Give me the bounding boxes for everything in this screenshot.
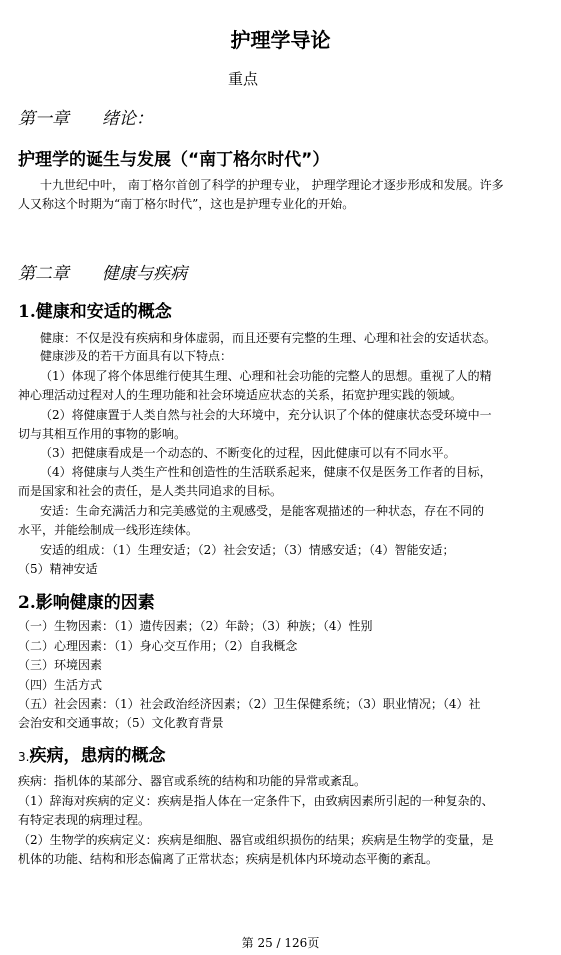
section-1-paragraph: （4）将健康与人类生产性和创造性的生活联系起来，健康不仅是医务工作者的目标， — [40, 465, 492, 479]
section-1-paragraph: 切与其相互作用的事物的影响。 — [18, 427, 187, 441]
section-2-line: （二）心理因素：（1）身心交互作用；（2）自我概念 — [18, 639, 298, 653]
page-number-footer: 第 25 / 126页 — [241, 936, 320, 950]
section-1-paragraph: （2）将健康置于人类自然与社会的大环境中，充分认识了个体的健康状态受环境中一 — [40, 408, 492, 422]
section-1-heading: 1.健康和安适的概念 — [18, 302, 172, 322]
chapter-2-heading — [18, 259, 187, 284]
section-1-paragraph: 而是国家和社会的责任，是人类共同追求的目标。 — [18, 484, 283, 498]
section-1-paragraph: 神心理活动过程对人的生理功能和社会环境适应状态的关系，拓宽护理实践的领域。 — [18, 388, 463, 402]
section-1-paragraph: （1）体现了将个体思维行使其生理、心理和社会功能的完整人的思想。重视了人的精 — [40, 369, 492, 383]
section-1-paragraph: 健康涉及的若干方面具有以下特点： — [40, 349, 233, 363]
section-2-line: （三）环境因素 — [18, 658, 103, 672]
section-1-paragraph: 健康：不仅是没有疾病和身体虚弱，而且还要有完整的生理、心理和社会的安适状态。 — [40, 331, 497, 345]
section-3-heading — [18, 741, 165, 766]
section-3-paragraph: 机体的功能、结构和形态偏离了正常状态；疾病是机体内环境动态平衡的紊乱。 — [18, 852, 439, 866]
section-1-paragraph: 水平，并能绘制成一线形连续体。 — [18, 523, 199, 537]
section-nightingale-heading: 护理学的诞生与发展（“南丁格尔时代”） — [18, 150, 330, 170]
section-3-paragraph: （2）生物学的疾病定义：疾病是细胞、器官或组织损伤的结果；疾病是生物学的变量，是 — [18, 833, 494, 847]
section-1-paragraph: （3）把健康看成是一个动态的、不断变化的过程，因此健康可以有不同水平。 — [40, 446, 456, 460]
section-2-line: （四）生活方式 — [18, 678, 103, 692]
section-1-paragraph: 安适的组成：（1）生理安适；（2）社会安适；（3）情感安适；（4）智能安适； — [40, 543, 455, 557]
page-subtitle: 重点 — [228, 70, 259, 88]
section-3-paragraph: 有特定表现的病理过程。 — [18, 813, 151, 827]
chapter-2-name: 健康与疾病 — [102, 264, 187, 284]
section-3-paragraph: 疾病：指机体的某部分、器官或系统的结构和功能的异常或紊乱。 — [18, 774, 367, 788]
section-2-line: （五）社会因素：（1）社会政治经济因素；（2）卫生保健系统；（3）职业情况；（4）社 — [18, 697, 481, 711]
section-1-paragraph: （5）精神安适 — [18, 562, 98, 576]
section-2-line: 会治安和交通事故；（5）文化教育背景 — [18, 716, 224, 730]
section-3-title: 疾病，患病的概念 — [29, 746, 166, 766]
section-3-paragraph: （1）辞海对疾病的定义：疾病是指人体在一定条件下，由致病因素所引起的一种复杂的、 — [18, 794, 494, 808]
section-2-heading: 2.影响健康的因素 — [18, 593, 155, 613]
section-nightingale-line-1: 十九世纪中叶， 南丁格尔首创了科学的护理专业， 护理学理论才逐步形成和发展。许多 — [40, 178, 504, 192]
chapter-1-name: 绪论： — [102, 109, 153, 129]
section-nightingale-line-2: 人又称这个时期为“南丁格尔时代”，这也是护理专业化的开始。 — [18, 197, 355, 211]
section-2-line: （一）生物因素：（1）遗传因素；（2）年龄；（3）种族；（4）性别 — [18, 619, 373, 633]
chapter-1-heading — [18, 104, 153, 129]
section-1-paragraph: 安适：生命充满活力和完美感觉的主观感受，是能客观描述的一种状态，存在不同的 — [40, 504, 485, 518]
section-3-number: 3. — [18, 750, 30, 764]
chapter-1-number: 第一章 — [18, 109, 69, 129]
chapter-2-number: 第二章 — [18, 264, 69, 284]
page-title: 护理学导论 — [230, 28, 331, 52]
